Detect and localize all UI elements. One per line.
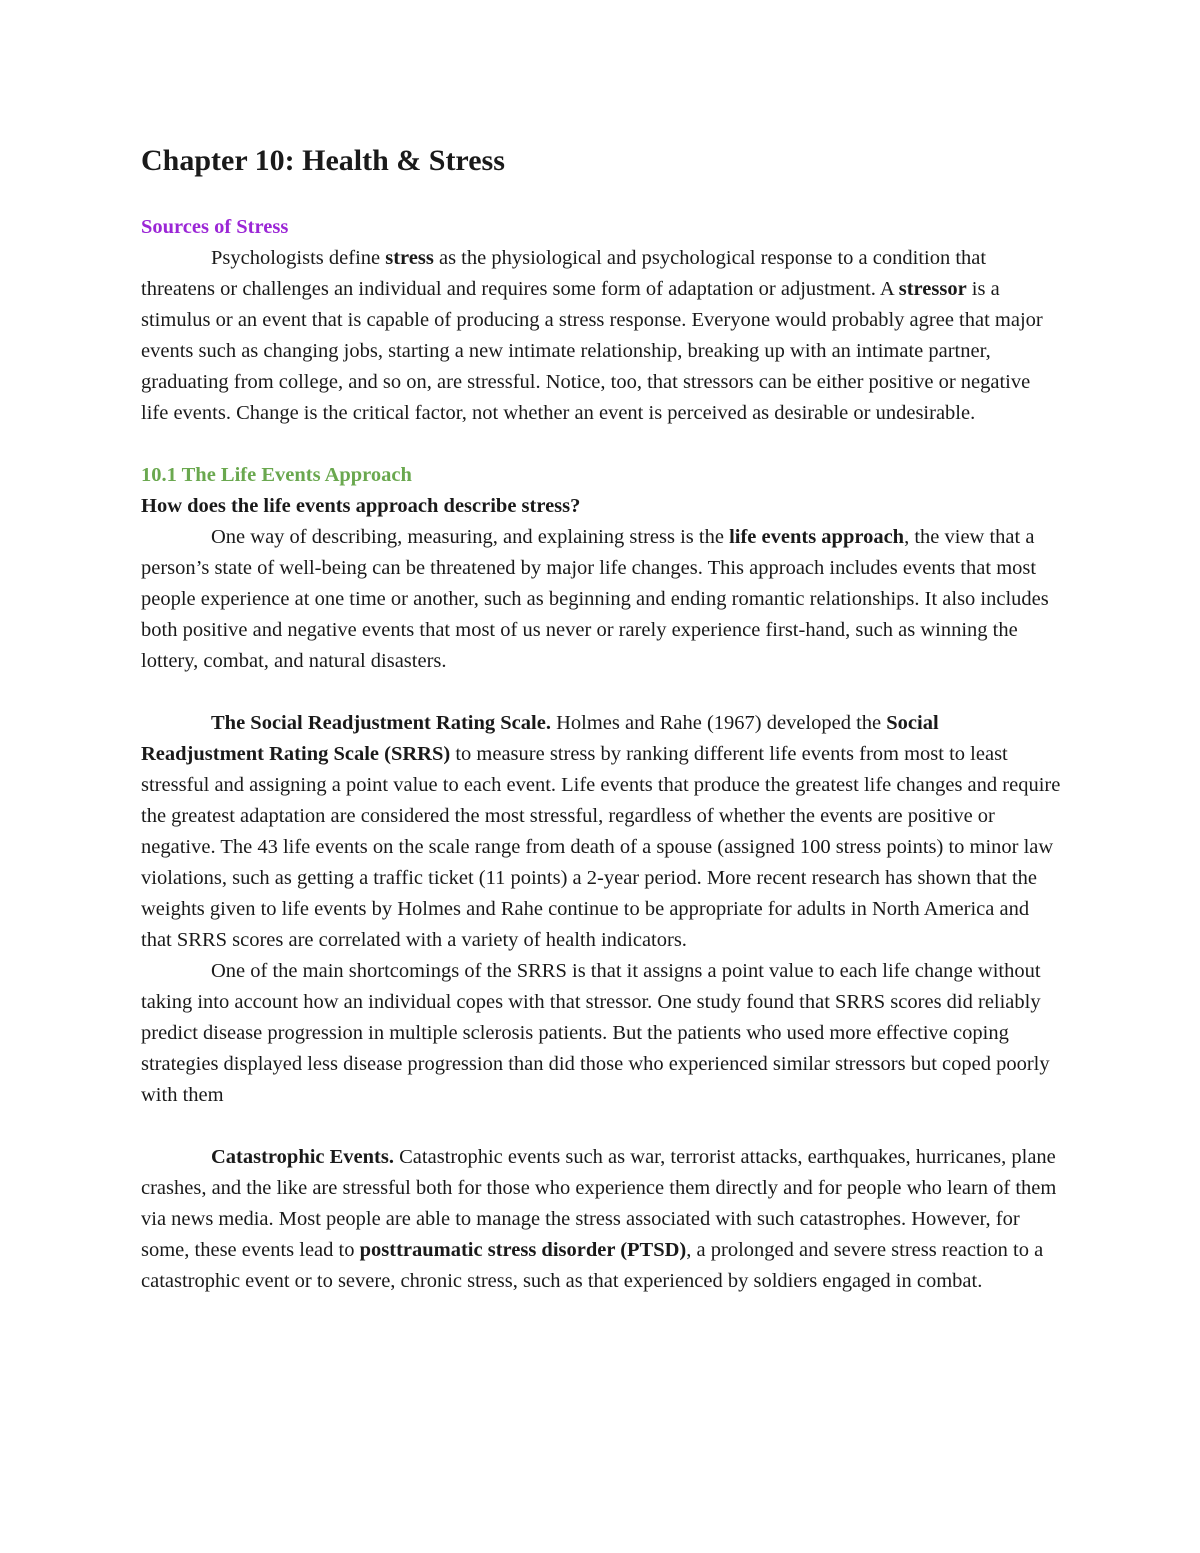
spacer xyxy=(141,677,1061,708)
paragraph-life-events-approach xyxy=(141,522,1061,677)
text-run: Catastrophic events such as war, terrorist attacks, earthquakes, hurricanes, plane crashes, and the like are stressful both for those who experience them directly and for people who learn of them via news media. Most people are able to manage the stress associated with such catastrophes. However, for some, these events lead to xyxy=(141,1146,1057,1261)
term-life-events-approach: life events approach xyxy=(729,526,905,548)
spacer xyxy=(141,1111,1061,1142)
document-page xyxy=(141,142,1061,1297)
spacer xyxy=(141,429,1061,460)
term-ptsd: posttraumatic stress disorder (PTSD) xyxy=(359,1239,687,1261)
text-run: as the physiological and psychological response to a condition that threatens or challenges an individual and requires some form of adaptation or adjustment. A xyxy=(141,247,987,300)
term-stress: stress xyxy=(385,247,434,269)
subheading-catastrophic-events: Catastrophic Events. xyxy=(211,1146,394,1168)
term-srrs: Social Readjustment Rating Scale (SRRS) xyxy=(141,712,939,765)
text-run: Psychologists define xyxy=(211,247,386,269)
paragraph-catastrophic-events xyxy=(141,1142,1061,1297)
chapter-title: Chapter 10: Health & Stress xyxy=(141,144,505,177)
text-run: Holmes and Rahe (1967) developed the xyxy=(550,712,887,734)
text-run: One way of describing, measuring, and explaining stress is the xyxy=(211,526,730,548)
section-question: How does the life events approach describe stress? xyxy=(141,495,581,517)
section-heading-life-events-approach: 10.1 The Life Events Approach xyxy=(141,464,412,486)
text-run: to measure stress by ranking different life events from most to least stressful and assigning a point value to each event. Life events that produce the greatest life changes and require the greatest adaptation are considered the most stressful, regardless of whether the events are positive or negative. The 43 life events on the scale range from death of a spouse (assigned 100 stress points) to minor law violations, such as getting a traffic ticket (11 points) a 2-year period. More recent research has shown that the weights given to life events by Holmes and Rahe continue to be appropriate for adults in North America and that SRRS scores are correlated with a variety of health indicators. xyxy=(141,743,1061,951)
subheading-srrs: The Social Readjustment Rating Scale. xyxy=(211,712,551,734)
paragraph-srrs-shortcomings: One of the main shortcomings of the SRRS is that it assigns a point value to each life change without taking into account how an individual copes with that stressor. One study found that SRRS scores did reliably predict disease progression in multiple sclerosis patients. But the patients who used more effective coping strategies displayed less disease progression than did those who experienced similar stressors but coped poorly with them xyxy=(141,960,1050,1106)
paragraph-srrs xyxy=(141,708,1061,956)
text-run: is a stimulus or an event that is capable of producing a stress response. Everyone would probably agree that major events such as changing jobs, starting a new intimate relationship, breaking up with an intimate partner, graduating from college, and so on, are stressful. Notice, too, that stressors can be either positive or negative life events. Change is the critical factor, not whether an event is perceived as desirable or undesirable. xyxy=(141,278,1043,424)
text-run: , the view that a person’s state of well-being can be threatened by major life changes. This approach includes events that most people experience at one time or another, such as beginning and ending romantic relationships. It also includes both positive and negative events that most of us never or rarely experience first-hand, such as winning the lottery, combat, and natural disasters. xyxy=(141,526,1049,672)
paragraph-sources-of-stress xyxy=(141,243,1061,429)
term-stressor: stressor xyxy=(898,278,967,300)
text-run: , a prolonged and severe stress reaction to a catastrophic event or to severe, chronic stress, such as that experienced by soldiers engaged in combat. xyxy=(141,1239,1044,1292)
section-heading-sources-of-stress: Sources of Stress xyxy=(141,216,289,238)
